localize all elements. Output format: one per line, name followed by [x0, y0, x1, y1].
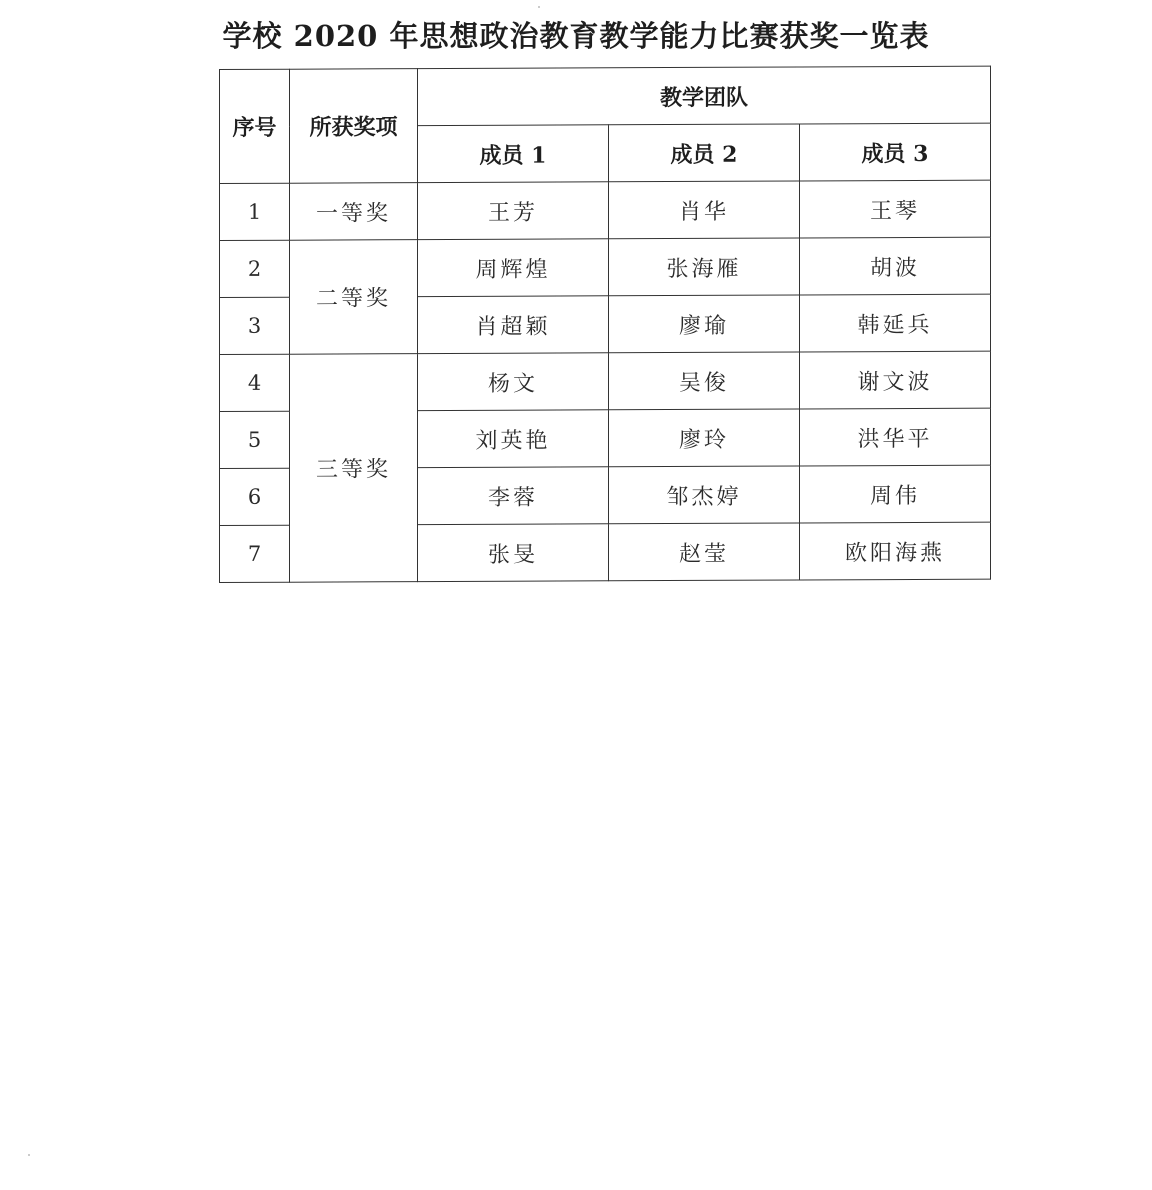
header-award: 所获奖项 [290, 69, 418, 184]
row-seq: 6 [220, 468, 290, 525]
scan-speck [538, 6, 540, 8]
row-seq: 2 [220, 240, 290, 297]
page-title: 学校 2020 年思想政治教育教学能力比赛获奖一览表 [222, 19, 930, 53]
member-cell: 谢文波 [800, 351, 991, 409]
header-row-top [220, 66, 991, 126]
table-row [220, 180, 991, 240]
award-third: 三等奖 [290, 354, 418, 583]
member-cell: 张旻 [418, 524, 609, 582]
header-member-1: 成员 1 [418, 125, 609, 183]
member-cell: 胡波 [800, 237, 991, 295]
member-cell: 韩延兵 [800, 294, 991, 352]
table-row [220, 237, 991, 297]
member-cell: 肖华 [609, 181, 800, 239]
member-cell: 刘英艳 [418, 410, 609, 468]
member-cell: 洪华平 [800, 408, 991, 466]
award-first: 一等奖 [290, 183, 418, 241]
award-second: 二等奖 [290, 240, 418, 355]
header-seq: 序号 [220, 69, 290, 183]
member-cell: 赵莹 [609, 523, 800, 581]
header-member-2: 成员 2 [609, 124, 800, 182]
row-seq: 1 [220, 183, 290, 240]
member-cell: 吴俊 [609, 352, 800, 410]
row-seq: 5 [220, 411, 290, 468]
member-cell: 周辉煌 [418, 239, 609, 297]
member-cell: 邹杰婷 [609, 466, 800, 524]
row-seq: 3 [220, 297, 290, 354]
member-cell: 李蓉 [418, 467, 609, 525]
header-member-3: 成员 3 [800, 123, 991, 181]
table-row [220, 351, 991, 411]
row-seq: 4 [220, 354, 290, 411]
table-header [220, 66, 991, 183]
member-cell: 王琴 [800, 180, 991, 238]
table-body [220, 180, 991, 582]
header-team: 教学团队 [418, 66, 991, 126]
member-cell: 杨文 [418, 353, 609, 411]
member-cell: 肖超颖 [418, 296, 609, 354]
member-cell: 王芳 [418, 182, 609, 240]
award-table [219, 66, 991, 583]
member-cell: 廖瑜 [609, 295, 800, 353]
scan-speck [28, 1154, 30, 1156]
member-cell: 欧阳海燕 [800, 522, 991, 580]
member-cell: 张海雁 [609, 238, 800, 296]
member-cell: 廖玲 [609, 409, 800, 467]
row-seq: 7 [220, 525, 290, 582]
member-cell: 周伟 [800, 465, 991, 523]
